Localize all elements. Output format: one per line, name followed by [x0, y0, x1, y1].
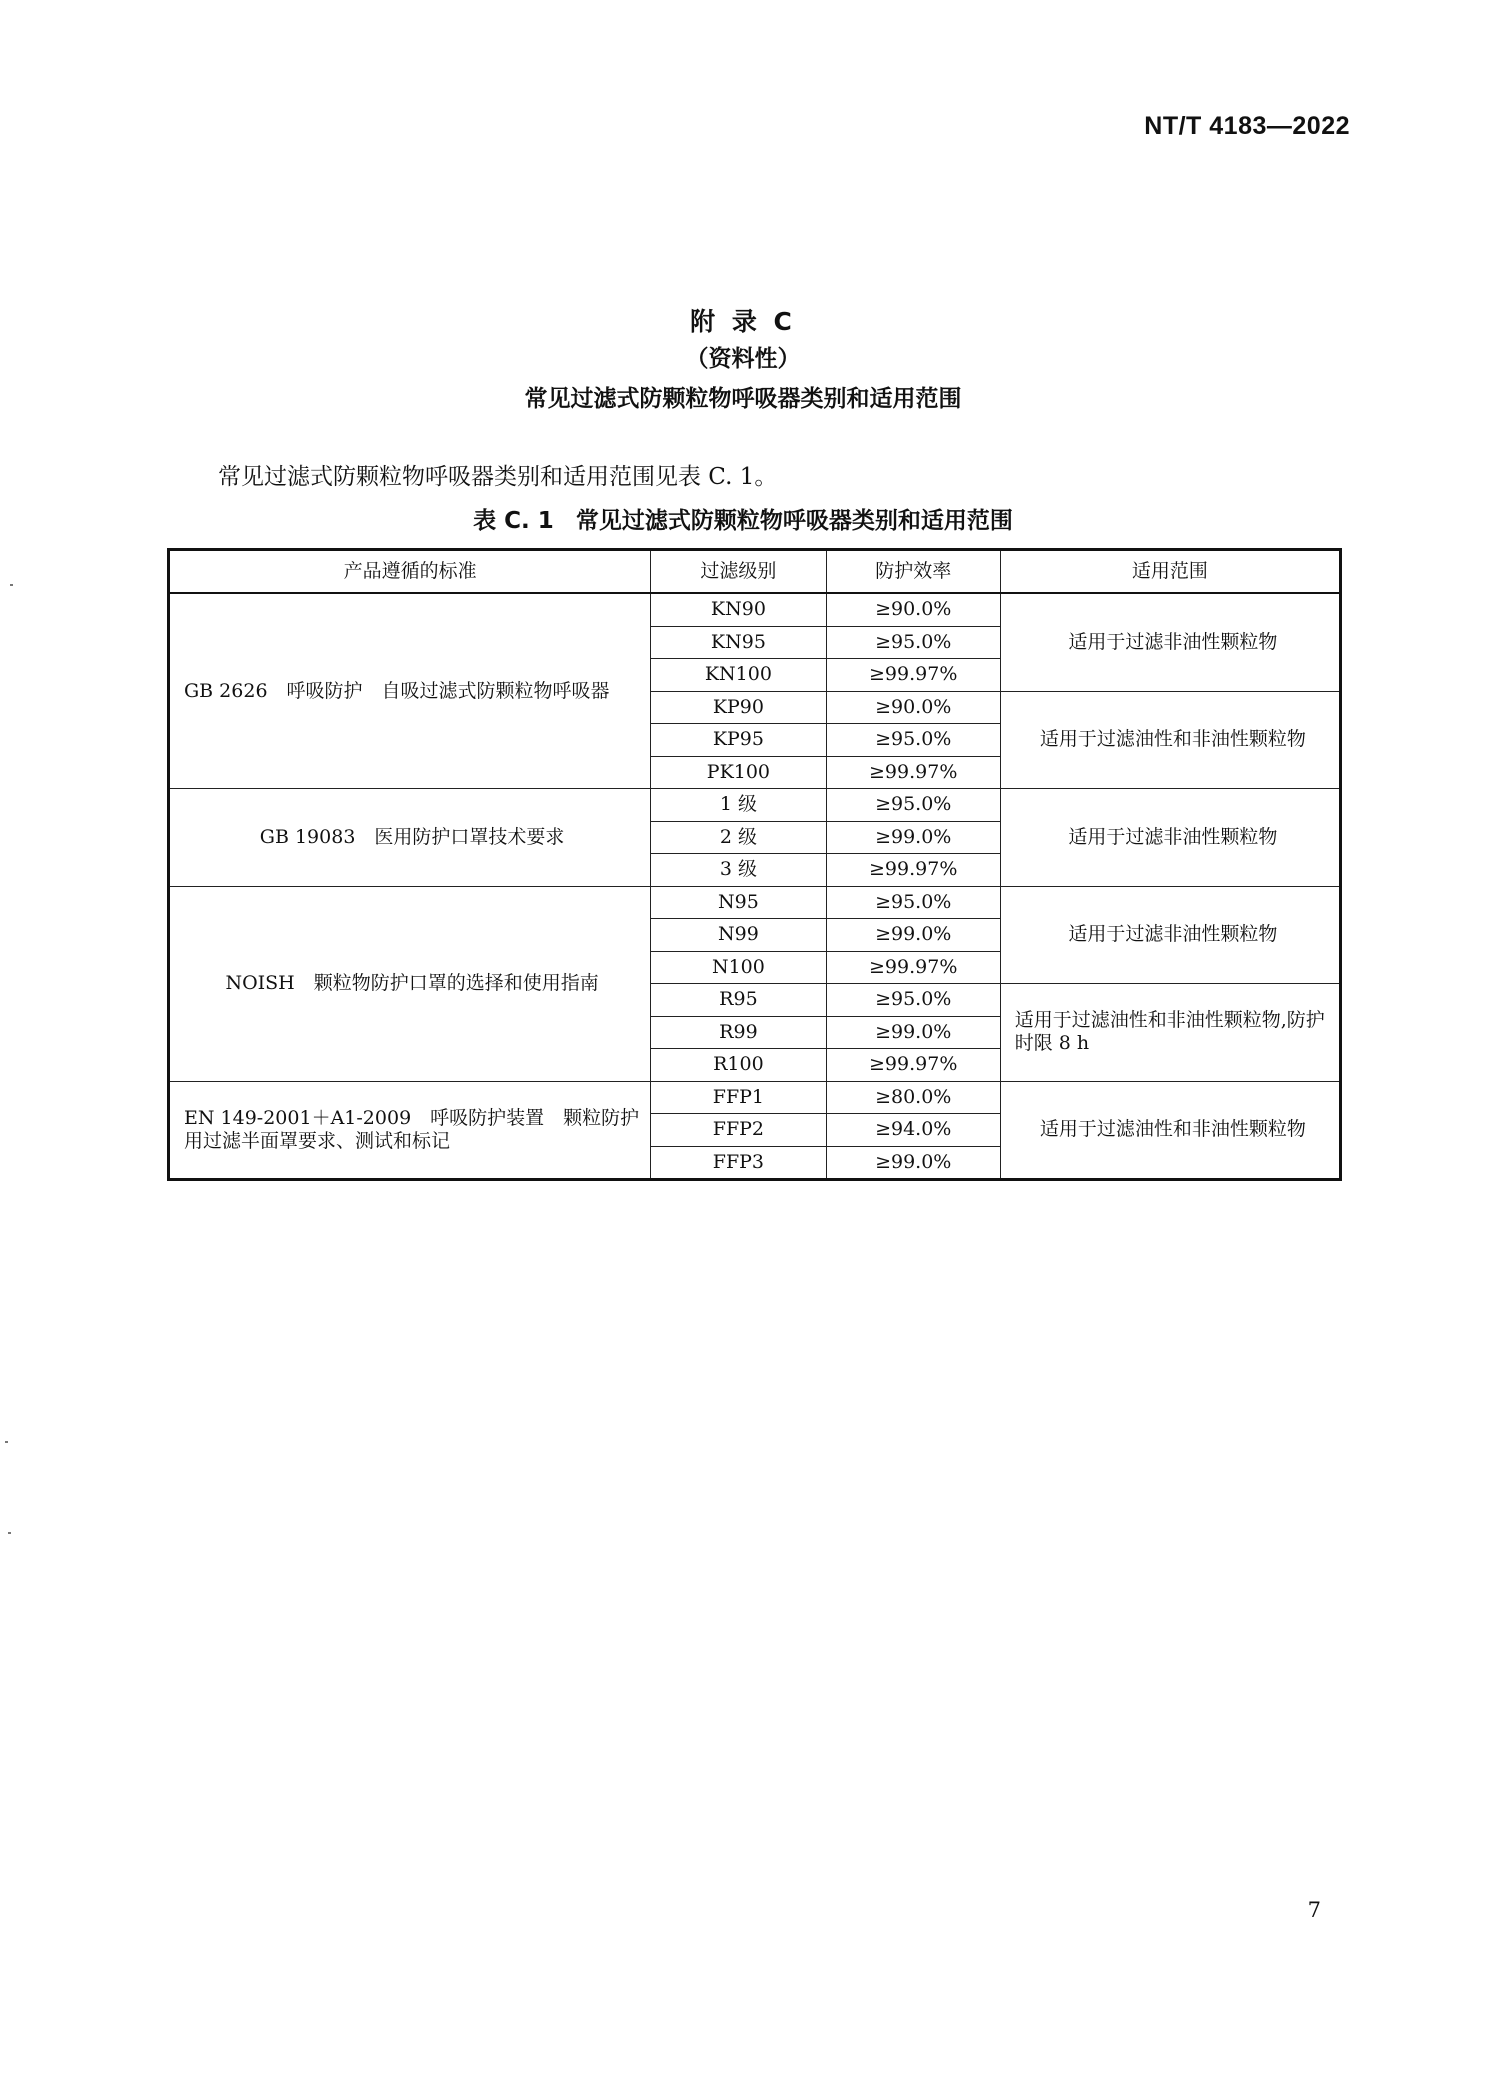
- filter-level-cell: KN100: [651, 659, 826, 692]
- scope-cell: 适用于过滤非油性颗粒物: [1000, 886, 1340, 984]
- filter-level-cell: KN95: [651, 626, 826, 659]
- efficiency-cell: ≥95.0%: [826, 789, 1000, 822]
- table-row: [169, 1081, 1341, 1114]
- efficiency-cell: ≥99.0%: [826, 1146, 1000, 1180]
- filter-level-cell: 2 级: [651, 821, 826, 854]
- table-header-row: [169, 550, 1341, 594]
- scope-cell: 适用于过滤油性和非油性颗粒物,防护时限 8 h: [1000, 984, 1340, 1082]
- efficiency-cell: ≥99.0%: [826, 821, 1000, 854]
- standard-cell: GB 19083 医用防护口罩技术要求: [169, 789, 651, 887]
- filter-level-cell: KN90: [651, 593, 826, 626]
- filter-level-cell: FFP1: [651, 1081, 826, 1114]
- efficiency-cell: ≥90.0%: [826, 691, 1000, 724]
- efficiency-cell: ≥95.0%: [826, 984, 1000, 1017]
- header-efficiency: 防护效率: [826, 550, 1000, 594]
- table-caption: [0, 502, 1486, 535]
- filter-level-cell: N99: [651, 919, 826, 952]
- efficiency-cell: ≥94.0%: [826, 1114, 1000, 1147]
- page-number: 7: [1307, 1898, 1321, 1922]
- document-code: NT/T 4183—2022: [1144, 112, 1350, 140]
- table-row: [169, 593, 1341, 626]
- efficiency-cell: ≥99.97%: [826, 854, 1000, 887]
- filter-level-cell: FFP2: [651, 1114, 826, 1147]
- efficiency-cell: ≥99.97%: [826, 1049, 1000, 1082]
- filter-level-cell: PK100: [651, 756, 826, 789]
- respirator-table: [167, 548, 1342, 1181]
- table-row: [169, 886, 1341, 919]
- filter-level-cell: R95: [651, 984, 826, 1017]
- appendix-nature: （资料性）: [685, 346, 801, 372]
- table-caption-title: 常见过滤式防颗粒物呼吸器类别和适用范围: [575, 508, 1013, 534]
- efficiency-cell: ≥95.0%: [826, 724, 1000, 757]
- scan-speck: [8, 1532, 11, 1534]
- filter-level-cell: R100: [651, 1049, 826, 1082]
- table-row: [169, 789, 1341, 822]
- intro-paragraph: 常见过滤式防颗粒物呼吸器类别和适用范围见表 C. 1。: [218, 464, 778, 490]
- scope-cell: 适用于过滤油性和非油性颗粒物: [1000, 1081, 1340, 1180]
- efficiency-cell: ≥80.0%: [826, 1081, 1000, 1114]
- scan-speck: [5, 1441, 8, 1443]
- efficiency-cell: ≥99.97%: [826, 659, 1000, 692]
- scope-cell: 适用于过滤非油性颗粒物: [1000, 593, 1340, 691]
- scan-speck: [10, 584, 13, 586]
- header-standard: 产品遵循的标准: [169, 550, 651, 594]
- filter-level-cell: 3 级: [651, 854, 826, 887]
- header-scope: 适用范围: [1000, 550, 1340, 594]
- standard-cell: GB 2626 呼吸防护 自吸过滤式防颗粒物呼吸器: [169, 593, 651, 789]
- filter-level-cell: N100: [651, 951, 826, 984]
- filter-level-cell: KP95: [651, 724, 826, 757]
- efficiency-cell: ≥95.0%: [826, 886, 1000, 919]
- filter-level-cell: KP90: [651, 691, 826, 724]
- standard-cell: NOISH 颗粒物防护口罩的选择和使用指南: [169, 886, 651, 1081]
- scope-cell: 适用于过滤非油性颗粒物: [1000, 789, 1340, 887]
- header-filter-level: 过滤级别: [651, 550, 826, 594]
- efficiency-cell: ≥99.97%: [826, 756, 1000, 789]
- efficiency-cell: ≥99.0%: [826, 1016, 1000, 1049]
- filter-level-cell: R99: [651, 1016, 826, 1049]
- efficiency-cell: ≥95.0%: [826, 626, 1000, 659]
- filter-level-cell: 1 级: [651, 789, 826, 822]
- efficiency-cell: ≥90.0%: [826, 593, 1000, 626]
- efficiency-cell: ≥99.0%: [826, 919, 1000, 952]
- appendix-heading: 常见过滤式防颗粒物呼吸器类别和适用范围: [524, 386, 962, 412]
- scope-cell: 适用于过滤油性和非油性颗粒物: [1000, 691, 1340, 789]
- standard-cell: EN 149-2001＋A1-2009 呼吸防护装置 颗粒防护用过滤半面罩要求、测试和标记: [169, 1081, 651, 1180]
- efficiency-cell: ≥99.97%: [826, 951, 1000, 984]
- filter-level-cell: N95: [651, 886, 826, 919]
- filter-level-cell: FFP3: [651, 1146, 826, 1180]
- appendix-title: 附 录 C: [690, 307, 796, 336]
- table-caption-label: 表 C. 1: [473, 508, 554, 534]
